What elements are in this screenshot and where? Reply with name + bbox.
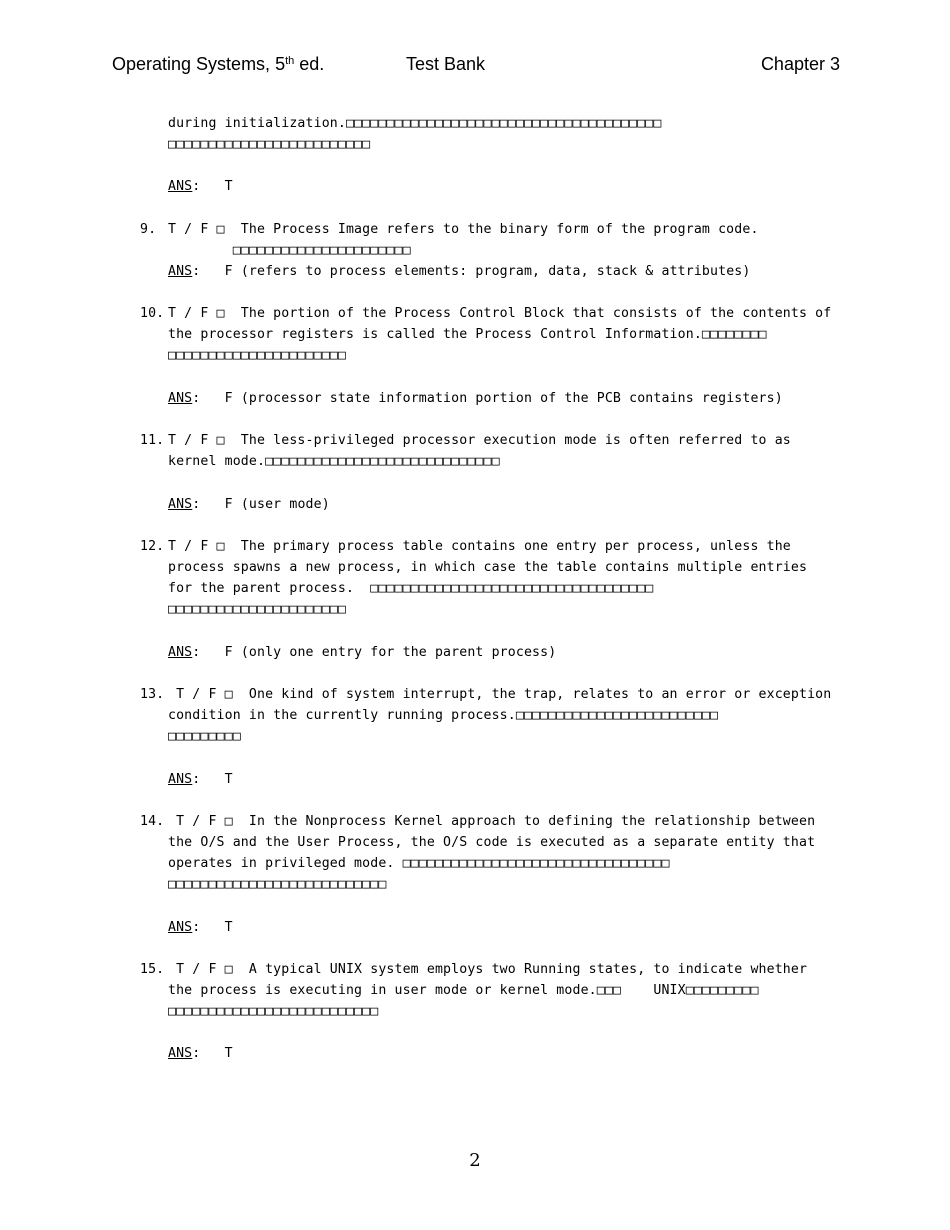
question-number: 13. [140,687,165,702]
answer-line [168,917,233,938]
question-text-line: kernel mode.□□□□□□□□□□□□□□□□□□□□□□□□□□□□□ [168,454,500,469]
answer-value: : T [192,772,233,787]
question-text-line: T / F □ The Process Image refers to the binary form of the program code. [168,222,759,237]
question-text-line: □□□□□□□□□□□□□□□□□□□□□□ [168,348,346,363]
header-book-title-text: Operating Systems, 5 [112,54,286,74]
question-text-line: T / F □ The less-privileged processor execution mode is often referred to as [168,433,791,448]
question-text-line: □□□□□□□□□□□□□□□□□□□□□□□□□□ [168,1004,379,1019]
answer-value: : F (only one entry for the parent process) [192,645,557,660]
answer-line [168,261,750,282]
question-text-line: T / F □ The primary process table contains one entry per process, unless the [168,539,791,554]
answer-value: : F (processor state information portion of the PCB contains registers) [192,391,783,406]
question-text-line: □□□□□□□□□□□□□□□□□□□□□□□□□□□ [168,877,387,892]
answer-line [168,642,556,663]
question-text-line: T / F □ One kind of system interrupt, the trap, relates to an error or exception [168,687,832,702]
question-text-line: □□□□□□□□□□□□□□□□□□□□□□ [168,243,411,258]
answer-label: ANS [168,920,193,935]
question-number: 10. [140,306,165,321]
question-text-line: T / F □ The portion of the Process Control Block that consists of the contents of [168,306,832,321]
question-text-line: T / F □ In the Nonprocess Kernel approach to defining the relationship between [168,814,816,829]
answer-label: ANS [168,772,193,787]
answer-value: : T [192,179,233,194]
answer-label: ANS [168,497,193,512]
question-text-line: □□□□□□□□□□□□□□□□□□□□□□□□□ [168,137,371,152]
header-book-title [112,54,324,75]
header-chapter: Chapter 3 [760,54,840,74]
answer-line [168,1043,233,1064]
answer-label: ANS [168,391,193,406]
question-text-line: for the parent process. □□□□□□□□□□□□□□□□□□□□□□□□□□□□□□□□□□□ [168,581,654,596]
question-text-line: during initialization.□□□□□□□□□□□□□□□□□□□□□□□□□□□□□□□□□□□□□□□ [168,116,662,131]
question-text-line: □□□□□□□□□ [168,729,241,744]
question-text-line: the O/S and the User Process, the O/S code is executed as a separate entity that [168,835,816,850]
answer-label: ANS [168,645,193,660]
answer-value: : T [192,1046,233,1061]
page-number: 2 [469,1150,481,1171]
question-number: 9. [140,222,157,237]
answer-label: ANS [168,179,193,194]
question-text-line: process spawns a new process, in which case the table contains multiple entries [168,560,808,575]
page-header [112,54,840,80]
answer-line [168,769,233,790]
answer-line [168,176,233,197]
question-number: 15. [140,962,165,977]
header-book-title-tail: ed. [294,54,325,74]
answer-label: ANS [168,1046,193,1061]
answer-line [168,388,783,409]
question-text-line: operates in privileged mode. □□□□□□□□□□□□□□□□□□□□□□□□□□□□□□□□□ [168,856,670,871]
header-test-bank: Test Bank [406,54,486,74]
question-text-line: the process is executing in user mode or kernel mode.□□□ UNIX□□□□□□□□□ [168,983,759,998]
question-text-line: condition in the currently running process.□□□□□□□□□□□□□□□□□□□□□□□□□ [168,708,719,723]
answer-value: : T [192,920,233,935]
answer-label: ANS [168,264,193,279]
header-edition-superscript: th [285,55,295,67]
question-number: 12. [140,539,165,554]
question-number: 11. [140,433,165,448]
question-text-line: the processor registers is called the Process Control Information.□□□□□□□□ [168,327,767,342]
answer-value: : F (user mode) [192,497,330,512]
question-text-line: □□□□□□□□□□□□□□□□□□□□□□ [168,602,346,617]
answer-line [168,494,330,515]
question-number: 14. [140,814,165,829]
question-text-line: T / F □ A typical UNIX system employs two Running states, to indicate whether [168,962,808,977]
answer-value: : F (refers to process elements: program, data, stack & attributes) [192,264,751,279]
